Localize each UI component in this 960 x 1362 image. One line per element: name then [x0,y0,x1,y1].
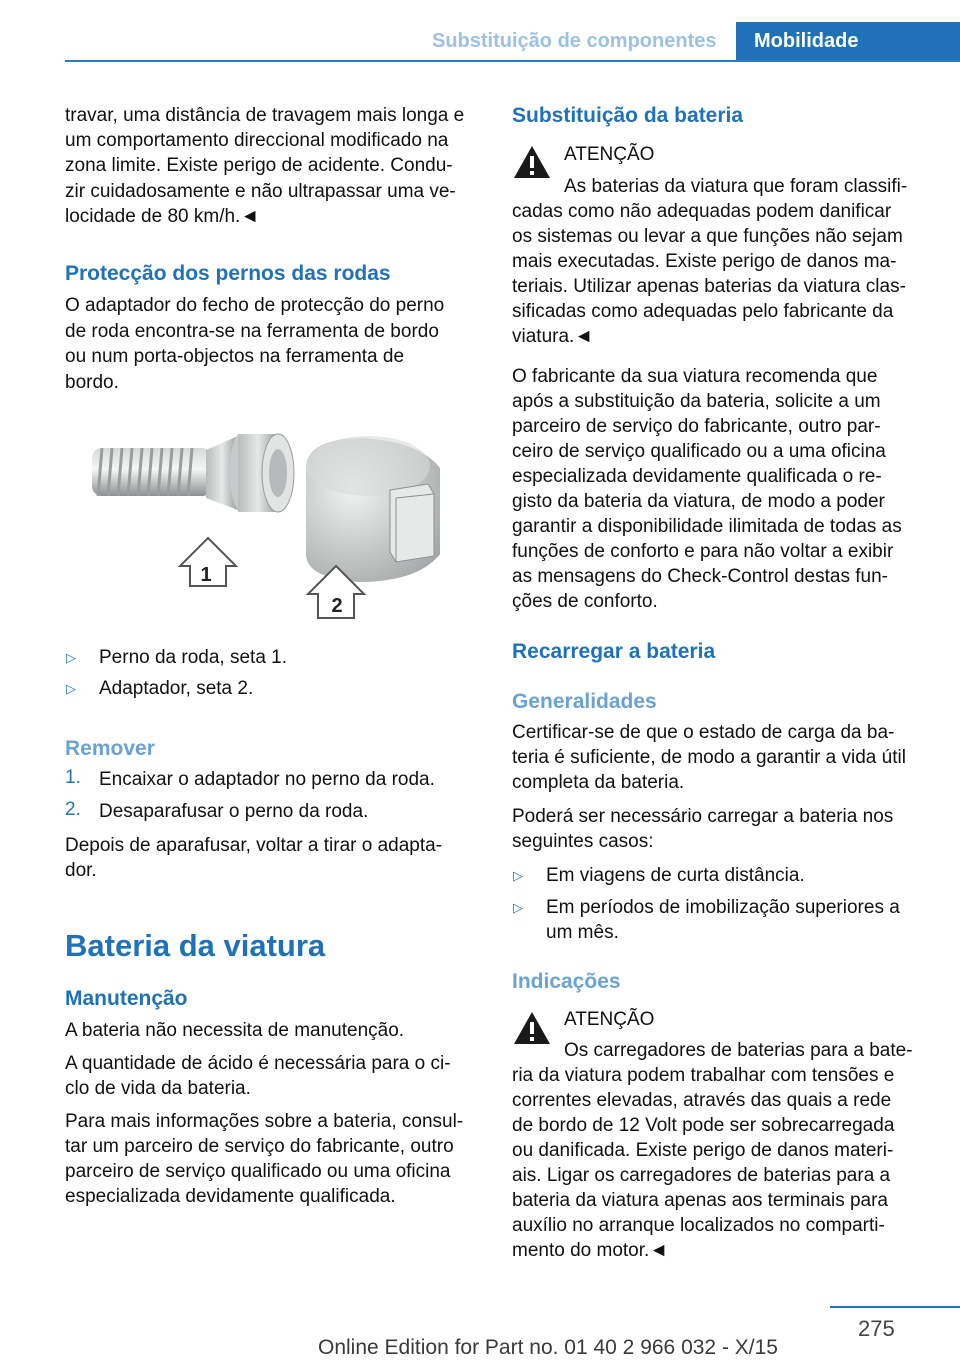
battery-replacement-heading: Substituição da bateria [512,104,744,127]
maintenance-text: Para mais informações sobre a bateria, consul- [65,1111,464,1132]
bullet-marker: ▷ [513,900,523,915]
wheel-lock-line: bordo. [65,372,119,393]
adapter [306,436,440,582]
intro-line: zir cuidadosamente e não ultrapassar uma ve- [65,181,456,202]
warning-title: ATENÇÃO [564,144,655,165]
maintenance-text: A bateria não necessita de manutenção. [65,1020,405,1041]
step-text: Desaparafusar o perno da roda. [99,801,369,822]
replace-text: após a substituição da bateria, solicite a um [512,391,881,412]
figure-item: Adaptador, seta 2. [99,678,254,699]
remove-after-line: dor. [65,860,97,881]
notes-heading: Indicações [512,970,621,993]
bullet-marker: ▷ [66,650,76,665]
arrow-1 [180,538,236,586]
maintenance-text: parceiro de serviço qualificado ou uma oficina [65,1161,451,1182]
intro-line: um comportamento direccional modificado na [65,130,449,151]
wheel-lock-line: ou num porta-objectos na ferramenta de [65,346,405,367]
warning-text: mento do motor.◄ [512,1240,669,1261]
intro-line: zona limite. Existe perigo de acidente. Condu- [65,155,453,176]
general-text: teria é suficiente, de modo a garantir a vida útil [512,747,906,768]
replace-text: funções de conforto e para não voltar a exibir [512,541,894,562]
warning-text: bateria da viatura apenas aos terminais para [512,1190,889,1211]
general-text: completa da bateria. [512,772,685,793]
warning-text: mais executadas. Existe perigo de danos ma- [512,251,897,272]
wheel-lock-line: O adaptador do fecho de protecção do perno [65,295,445,316]
warning-icon [512,144,552,180]
step-number: 1. [65,767,81,788]
header-chapter-tab: Mobilidade [736,22,960,62]
figure-item: Perno da roda, seta 1. [99,647,288,668]
bullet-marker: ▷ [66,681,76,696]
recharge-heading: Recarregar a bateria [512,640,716,663]
warning-text: sificadas como adequadas pelo fabricante da [512,301,894,322]
replace-text: as mensagens do Check-Control destas fun- [512,566,888,587]
intro-line: travar, uma distância de travagem mais longa e [65,105,465,126]
case-item: Em períodos de imobilização superiores a [546,897,900,918]
page-number: 275 [858,1316,895,1341]
case-item: Em viagens de curta distância. [546,865,805,886]
warning-text: ou danificada. Existe perigo de danos materi- [512,1140,894,1161]
maintenance-text: clo de vida da bateria. [65,1078,251,1099]
remove-heading: Remover [65,737,155,760]
warning-text: teriais. Utilizar apenas baterias da viatura clas- [512,276,906,297]
figure-label-2: 2 [331,595,343,617]
general-text: Certificar-se de que o estado de carga da ba- [512,722,895,743]
maintenance-text: tar um parceiro de serviço do fabricante, outro [65,1136,454,1157]
warning-text: viatura.◄ [512,326,594,347]
general-text: Poderá ser necessário carregar a bateria nos [512,806,894,827]
step-text: Encaixar o adaptador no perno da roda. [99,769,435,790]
replace-text: ceiro de serviço qualificado ou a uma oficina [512,441,886,462]
warning-text: de bordo de 12 Volt pode ser sobrecarregada [512,1115,895,1136]
header-rule [65,60,960,62]
replace-text: ções de conforto. [512,591,658,612]
wheel-bolt [92,434,294,512]
warning-text: ria da viatura podem trabalhar com tensões e [512,1065,895,1086]
wheel-bolt-adapter-illustration [88,428,468,628]
wheel-lock-line: de roda encontra-se na ferramenta de bordo [65,321,439,342]
replace-text: gisto da bateria da viatura, de modo a poder [512,491,885,512]
warning-text: Os carregadores de baterias para a bate- [564,1040,913,1061]
warning-text: As baterias da viatura que foram classifi- [564,176,908,197]
maintenance-text: A quantidade de ácido é necessária para o ci- [65,1053,451,1074]
battery-section-title: Bateria da viatura [65,928,326,963]
general-text: seguintes casos: [512,831,654,852]
maintenance-heading: Manutenção [65,987,188,1010]
case-item-continued: um mês. [546,922,619,943]
warning-title: ATENÇÃO [564,1009,655,1030]
intro-line: locidade de 80 km/h.◄ [65,206,260,227]
bullet-marker: ▷ [513,868,523,883]
warning-text: cadas como não adequadas podem danificar [512,201,892,222]
remove-after-line: Depois de aparafusar, voltar a tirar o adapta- [65,835,443,856]
general-heading: Generalidades [512,690,657,713]
warning-text: os sistemas ou levar a que funções não sejam [512,226,903,247]
warning-text: correntes elevadas, através das quais a rede [512,1090,892,1111]
footer-rule [830,1306,960,1308]
warning-icon [512,1010,552,1046]
figure-label-1: 1 [200,564,212,586]
step-number: 2. [65,799,81,820]
replace-text: O fabricante da sua viatura recomenda que [512,366,878,387]
replace-text: parceiro de serviço do fabricante, outro par- [512,416,881,437]
replace-text: especializada devidamente qualificada o re- [512,466,882,487]
wheel-lock-heading: Protecção dos pernos das rodas [65,262,391,285]
warning-text: auxílio no arranque localizados no comparti- [512,1215,885,1236]
maintenance-text: especializada devidamente qualificada. [65,1186,396,1207]
header-section-title: Substituição de componentes [432,30,717,52]
warning-text: ais. Ligar os carregadores de baterias para a [512,1165,891,1186]
replace-text: garantir a disponibilidade ilimitada de todas as [512,516,902,537]
edition-footer: Online Edition for Part no. 01 40 2 966 032 - X/15 [318,1336,778,1359]
